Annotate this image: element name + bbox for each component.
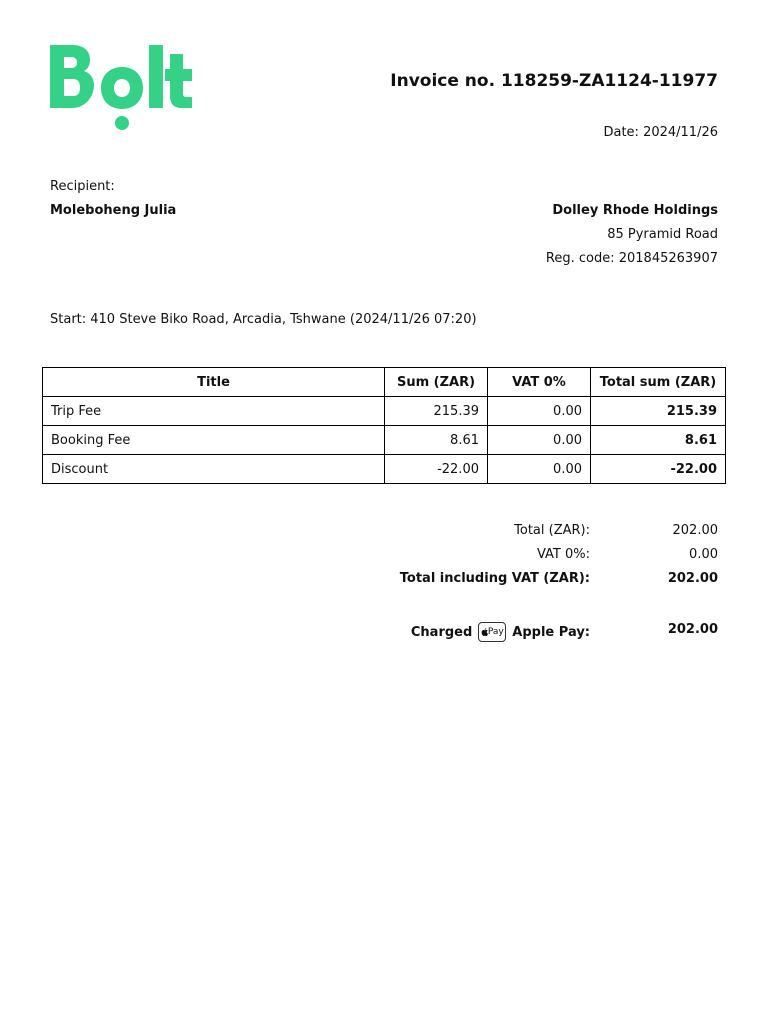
row-vat: 0.00 xyxy=(488,426,591,455)
row-title: Booking Fee xyxy=(43,426,385,455)
table-row xyxy=(43,426,726,455)
header-title: Title xyxy=(43,368,385,397)
total-value: 202.00 xyxy=(672,523,718,538)
totals-summary xyxy=(318,522,718,594)
vat-value: 0.00 xyxy=(689,547,718,562)
row-total: 215.39 xyxy=(591,397,726,426)
total-incl-vat-value: 202.00 xyxy=(667,571,718,586)
header-vat: VAT 0% xyxy=(488,368,591,397)
vat-label: VAT 0%: xyxy=(536,547,590,562)
invoice-title: Invoice no. 118259-ZA1124-11977 xyxy=(390,71,718,91)
header-total: Total sum (ZAR) xyxy=(591,368,726,397)
row-sum: -22.00 xyxy=(385,455,488,484)
vat-row xyxy=(318,546,718,570)
company-address: 85 Pyramid Road xyxy=(607,227,718,242)
header-sum: Sum (ZAR) xyxy=(385,368,488,397)
recipient-label: Recipient: xyxy=(50,179,115,194)
badge-text: Pay xyxy=(487,627,504,637)
row-total: -22.00 xyxy=(591,455,726,484)
row-vat: 0.00 xyxy=(488,455,591,484)
payment-row xyxy=(411,622,718,642)
table-row xyxy=(43,455,726,484)
row-sum: 8.61 xyxy=(385,426,488,455)
invoice-date: Date: 2024/11/26 xyxy=(603,125,718,140)
row-title: Trip Fee xyxy=(43,397,385,426)
company-name: Dolley Rhode Holdings xyxy=(552,203,718,218)
apple-pay-icon xyxy=(478,622,506,642)
bolt-logo-icon xyxy=(48,42,194,132)
line-items-table xyxy=(42,367,726,484)
table-header-row xyxy=(43,368,726,397)
total-incl-vat-row xyxy=(318,570,718,594)
bolt-logo xyxy=(48,42,194,136)
table-row xyxy=(43,397,726,426)
total-incl-vat-label: Total including VAT (ZAR): xyxy=(399,571,590,586)
row-vat: 0.00 xyxy=(488,397,591,426)
row-total: 8.61 xyxy=(591,426,726,455)
row-title: Discount xyxy=(43,455,385,484)
total-row xyxy=(318,522,718,546)
trip-start: Start: 410 Steve Biko Road, Arcadia, Tshwane (2024/11/26 07:20) xyxy=(50,312,477,327)
payment-label xyxy=(411,622,590,642)
payment-method-label: Apple Pay: xyxy=(512,624,590,640)
company-details xyxy=(546,203,718,275)
total-label: Total (ZAR): xyxy=(514,523,590,538)
company-reg-code: Reg. code: 201845263907 xyxy=(545,251,718,266)
recipient-name: Moleboheng Julia xyxy=(50,203,177,218)
row-sum: 215.39 xyxy=(385,397,488,426)
apple-logo-icon xyxy=(481,628,488,636)
charged-label: Charged xyxy=(410,624,473,640)
charged-value: 202.00 xyxy=(667,621,718,637)
